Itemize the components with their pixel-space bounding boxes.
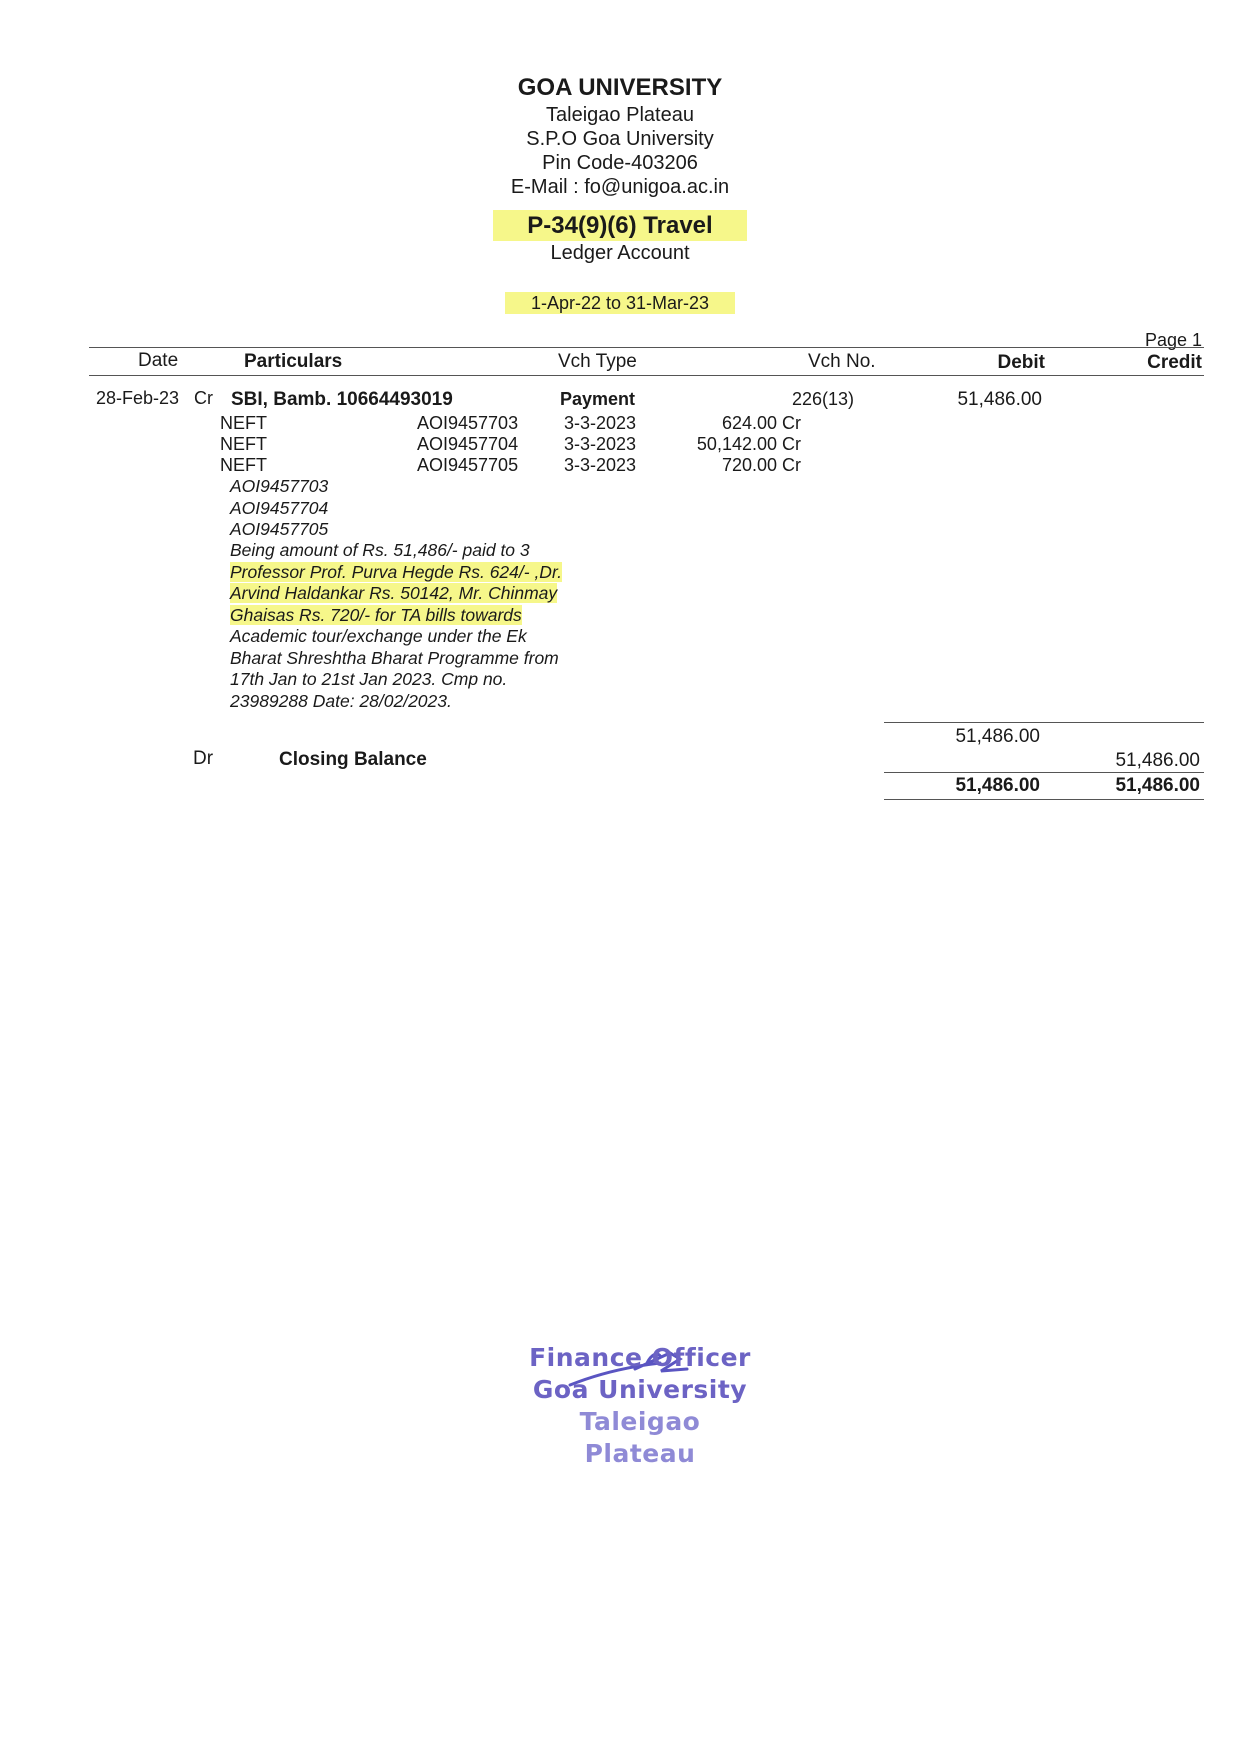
account-name: P-34(9)(6) Travel	[493, 210, 746, 241]
account-type: Ledger Account	[550, 242, 690, 264]
closing-balance-label: Closing Balance	[279, 749, 427, 770]
narration-line: Bharat Shreshtha Bharat Programme from	[230, 647, 559, 668]
period: 1-Apr-22 to 31-Mar-23	[505, 292, 735, 314]
entry-date: 28-Feb-23	[96, 388, 180, 408]
entry-vch-type: Payment	[560, 389, 636, 409]
bank-line-ref: AOI9457704	[417, 434, 519, 454]
col-particulars: Particulars	[244, 351, 343, 372]
reference-item: AOI9457704	[230, 497, 329, 518]
period-wrap	[0, 293, 1240, 314]
bank-line-ref: AOI9457705	[417, 455, 519, 475]
grand-total-bottom-rule	[884, 799, 1204, 800]
finance-officer-stamp	[520, 1342, 760, 1470]
email: E-Mail : fo@unigoa.ac.in	[510, 176, 730, 198]
stamp-line1: Finance Officer	[529, 1343, 751, 1372]
subtotal-debit: 51,486.00	[955, 726, 1040, 747]
bank-line-mode: NEFT	[220, 455, 267, 475]
bank-line-date: 3-3-2023	[564, 455, 637, 475]
closing-dr: Dr	[193, 748, 214, 769]
col-debit: Debit	[997, 352, 1045, 373]
reference-item: AOI9457703	[230, 476, 329, 496]
narration	[230, 540, 610, 712]
stamp-line2: Goa University	[532, 1375, 748, 1404]
narration-line: Arvind Haldankar Rs. 50142, Mr. Chinmay	[230, 583, 558, 603]
closing-credit: 51,486.00	[1115, 750, 1200, 771]
address-line1: Taleigao Plateau	[546, 104, 694, 126]
col-vch-no: Vch No.	[808, 351, 876, 372]
entry-vch-no: 226(13)	[791, 389, 854, 409]
entry-account: SBI, Bamb. 10664493019	[231, 389, 453, 410]
narration-line: Professor Prof. Purva Hegde Rs. 624/- ,Dr.	[230, 561, 562, 582]
narration-line: 17th Jan to 21st Jan 2023. Cmp no.	[230, 669, 508, 689]
narration-line: 23989288 Date: 28/02/2023.	[230, 690, 452, 711]
col-date: Date	[138, 350, 179, 371]
subtotal-rule	[884, 722, 1204, 723]
pin-code: Pin Code-403206	[542, 152, 698, 174]
entry-debit: 51,486.00	[957, 389, 1042, 410]
bank-line-mode: NEFT	[220, 434, 267, 454]
bank-line-amount: 720.00 Cr	[721, 455, 801, 475]
header-bottom-rule	[89, 375, 1204, 376]
grand-debit: 51,486.00	[955, 775, 1040, 796]
bank-line-amount: 50,142.00 Cr	[696, 434, 801, 454]
col-vch-type: Vch Type	[558, 351, 637, 372]
grand-total-top-rule	[884, 772, 1204, 773]
bank-line-date: 3-3-2023	[564, 434, 637, 454]
page-number: Page 1	[1144, 330, 1202, 350]
org-name: GOA UNIVERSITY	[517, 74, 723, 101]
stamp-line3: Taleigao Plateau	[579, 1407, 701, 1468]
reference-item: AOI9457705	[230, 519, 329, 539]
grand-credit: 51,486.00	[1115, 775, 1200, 796]
narration-line: Ghaisas Rs. 720/- for TA bills towards	[230, 604, 522, 625]
bank-line-date: 3-3-2023	[564, 413, 637, 433]
bank-line-mode: NEFT	[220, 413, 267, 433]
address-line2: S.P.O Goa University	[526, 128, 714, 150]
account-name-wrap	[0, 212, 1240, 240]
entry-dr-cr: Cr	[194, 388, 213, 408]
col-credit: Credit	[1147, 352, 1202, 373]
narration-line: Academic tour/exchange under the Ek	[230, 626, 527, 646]
header-top-rule	[89, 347, 1204, 348]
bank-line-ref: AOI9457703	[417, 413, 519, 433]
narration-line: Being amount of Rs. 51,486/- paid to 3	[230, 540, 530, 560]
reference-list	[230, 476, 328, 541]
bank-line-amount: 624.00 Cr	[721, 413, 801, 433]
